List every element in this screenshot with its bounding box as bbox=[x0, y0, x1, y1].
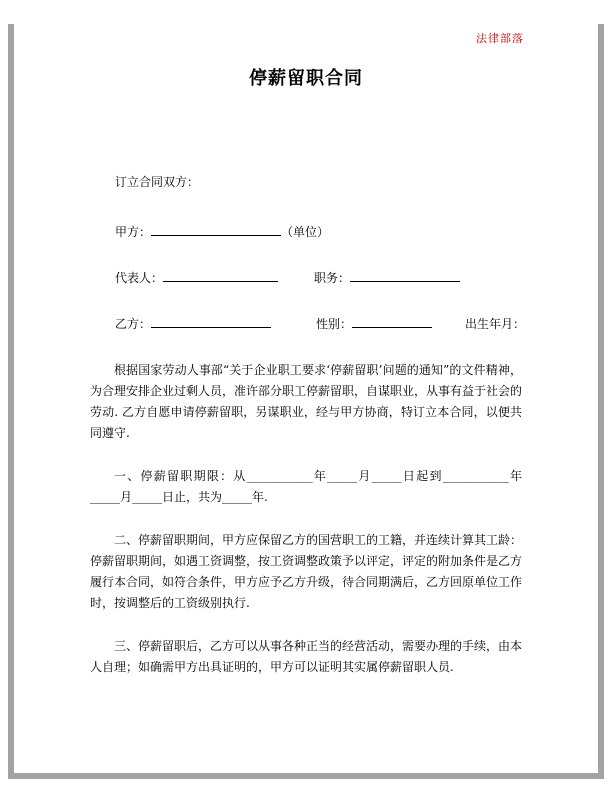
page-border-bottom bbox=[8, 773, 604, 779]
duty-label: 职务： bbox=[314, 271, 351, 285]
party-a-label: 甲方： bbox=[115, 225, 152, 239]
intro-line: 订立合同双方： bbox=[115, 175, 200, 189]
party-b-label: 乙方： bbox=[115, 317, 152, 331]
party-b-blank-line bbox=[151, 315, 271, 328]
page-title: 停薪留职合同 bbox=[249, 68, 363, 89]
page-border-left bbox=[8, 24, 14, 779]
duty-blank-line bbox=[350, 269, 460, 282]
paragraph-clause-2: 二、停薪留职期间，甲方应保留乙方的国营职工的工籍，并连续计算其工龄：停薪留职期间，如遇工资调整，按工资调整政策予以评定，评定的附加条件是乙方履行本合同，如符合条件，甲方应予乙方升级，待合同期满后，乙方回原单位工作时，按调整后的工资级别执行. bbox=[90, 533, 523, 610]
representative-blank-line bbox=[163, 269, 278, 282]
paragraph-clause-3: 三、停薪留职后，乙方可以从事各种正当的经营活动，需要办理的手续，由本人自理；如确需甲方出具证明的，甲方可以证明其实属停薪留职人员. bbox=[90, 639, 523, 674]
paragraph-clause-1: 一、停薪留职期限：从___________年_____月_____日起到___________年_____月_____日止，共为_____年. bbox=[90, 469, 522, 504]
gender-label: 性别： bbox=[316, 317, 353, 331]
party-a-unit-label: （单位） bbox=[281, 225, 330, 239]
brand-watermark: 法律部落 bbox=[476, 32, 524, 45]
paragraph-preamble: 根据国家劳动人事部“关于企业职工要求‘停薪留职’问题的通知”的文件精神，为合理安排企业过剩人员，准许部分职工停薪留职，自谋职业，从事有益于社会的劳动. 乙方自愿申请停薪留职，另谋职业，经与甲方协商，特订立本合同，以便共同遵守. bbox=[90, 363, 523, 440]
birth-label: 出生年月： bbox=[465, 317, 526, 331]
representative-label: 代表人： bbox=[115, 271, 164, 285]
page-border-right bbox=[598, 24, 604, 779]
document-body bbox=[90, 172, 526, 700]
gender-blank-line bbox=[352, 315, 432, 328]
party-b-row bbox=[90, 314, 526, 335]
party-a-blank-line bbox=[151, 223, 281, 236]
representative-row bbox=[90, 268, 522, 289]
party-a-row bbox=[90, 222, 522, 243]
